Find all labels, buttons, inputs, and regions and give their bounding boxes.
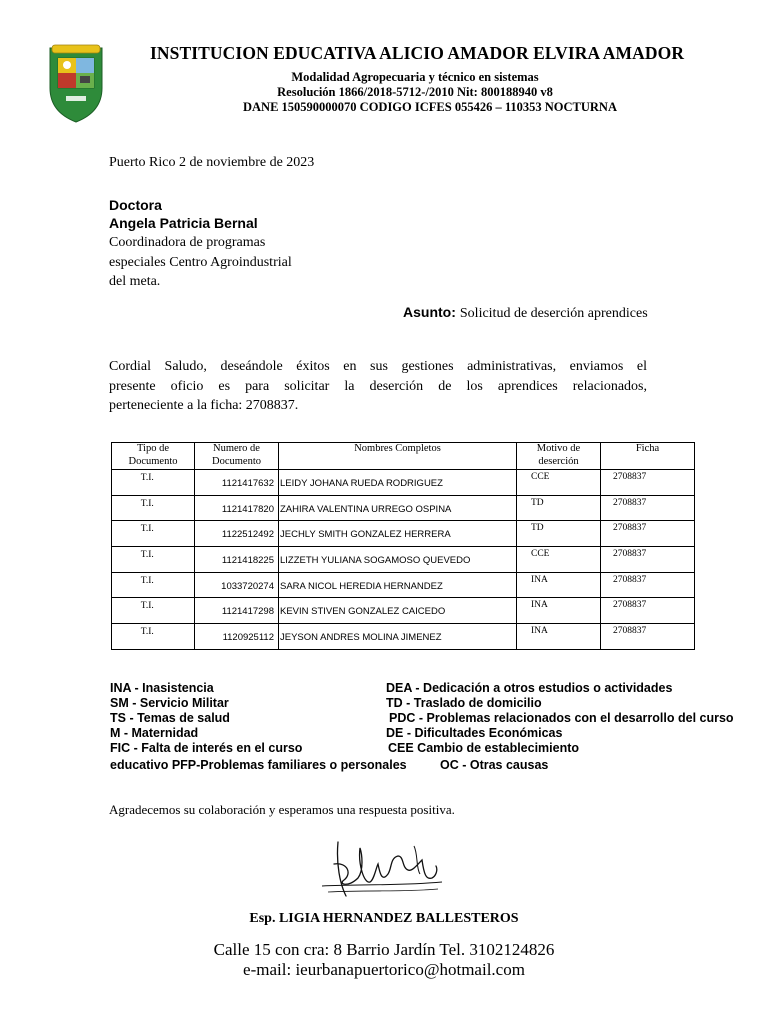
doc-number-value: 1120925112	[222, 632, 274, 644]
doc-number-value: 1122512492	[221, 529, 274, 541]
legend-item: FIC - Falta de interés en el curso	[110, 741, 303, 755]
cell-ficha	[601, 495, 695, 521]
reason-value: INA	[531, 600, 548, 611]
signer-name: Esp. LIGIA HERNANDEZ BALLESTEROS	[249, 911, 519, 926]
doc-type-value: T.I.	[140, 550, 154, 561]
handwritten-signature	[318, 834, 448, 906]
cell-doc-number	[195, 495, 279, 521]
cell-reason	[517, 598, 601, 624]
name-value: JECHLY SMITH GONZALEZ HERRERA	[280, 529, 451, 541]
subject-label: Asunto:	[403, 304, 456, 320]
doc-type-value: T.I.	[140, 524, 154, 535]
ficha-value: 2708837	[613, 523, 647, 534]
cell-doc-type	[112, 624, 195, 650]
cell-doc-type	[112, 598, 195, 624]
subject-text: Solicitud de deserción aprendices	[459, 306, 648, 321]
table-header-row	[112, 443, 695, 470]
modality-line: Modalidad Agropecuaria y técnico en sistemas	[291, 70, 539, 84]
name-value: SARA NICOL HEREDIA HERNANDEZ	[280, 580, 443, 592]
cell-ficha	[601, 521, 695, 547]
doc-number-value: 1121417820	[221, 503, 274, 515]
table-row	[112, 470, 695, 496]
recipient-salutation: Doctora	[109, 197, 162, 213]
header-reason: Motivo de deserción	[517, 443, 601, 470]
legend-item: DE - Dificultades Económicas	[386, 726, 563, 740]
reason-value: TD	[531, 497, 544, 508]
cell-name	[279, 598, 517, 624]
institution-name: INSTITUCION EDUCATIVA ALICIO AMADOR ELVIRA AMADOR	[150, 43, 685, 63]
legend-item: SM - Servicio Militar	[110, 696, 229, 710]
recipient-role-1: Coordinadora de programas	[109, 235, 266, 250]
cell-ficha	[601, 470, 695, 496]
cell-doc-type	[112, 495, 195, 521]
cell-ficha	[601, 624, 695, 650]
footer-address: Calle 15 con cra: 8 Barrio Jardín Tel. 3102124826	[213, 940, 555, 959]
reason-value: INA	[531, 626, 548, 637]
shield-emblem-icon	[46, 42, 106, 124]
reason-value: CCE	[531, 472, 550, 482]
doc-type-value: T.I.	[140, 473, 154, 483]
cell-reason	[517, 470, 601, 496]
legend-item: INA - Inasistencia	[110, 681, 214, 695]
cell-name	[279, 470, 517, 496]
name-value: LIZZETH YULIANA SOGAMOSO QUEVEDO	[280, 555, 471, 567]
cell-doc-type	[112, 547, 195, 573]
recipient-role-3: del meta.	[109, 274, 161, 289]
cell-name	[279, 624, 517, 650]
name-value: JEYSON ANDRES MOLINA JIMENEZ	[280, 632, 442, 644]
cell-name	[279, 495, 517, 521]
legend-item: TD - Traslado de domicilio	[386, 696, 542, 710]
doc-number-value: 1121417298	[221, 606, 274, 618]
cell-name	[279, 547, 517, 573]
legend-item: M - Maternidad	[110, 726, 199, 740]
doc-number-value: 1121417632	[221, 478, 274, 489]
doc-type-value: T.I.	[140, 498, 154, 509]
cell-doc-type	[112, 572, 195, 598]
header-full-name: Nombres Completos	[279, 443, 517, 470]
doc-type-value: T.I.	[140, 575, 154, 586]
doc-number-value: 1121418225	[221, 555, 274, 567]
legend-item: DEA - Dedicación a otros estudios o actividades	[386, 681, 673, 695]
table-row	[112, 521, 695, 547]
cell-reason	[517, 624, 601, 650]
cell-name	[279, 572, 517, 598]
footer-email: e-mail: ieurbanapuertorico@hotmail.com	[243, 960, 525, 979]
cell-reason	[517, 572, 601, 598]
place-date: Puerto Rico 2 de noviembre de 2023	[109, 155, 315, 170]
reason-value: TD	[531, 523, 544, 534]
recipient-role-2: especiales Centro Agroindustrial	[109, 255, 292, 270]
cell-doc-number	[195, 547, 279, 573]
body-line: perteneciente a la ficha: 2708837.	[109, 398, 299, 413]
signature-icon	[318, 834, 448, 906]
ficha-value: 2708837	[613, 472, 647, 482]
cell-ficha	[601, 547, 695, 573]
cell-doc-number	[195, 598, 279, 624]
cell-doc-type	[112, 521, 195, 547]
legend-item: OC - Otras causas	[440, 758, 549, 772]
ficha-value: 2708837	[613, 497, 647, 508]
cell-name	[279, 521, 517, 547]
doc-number-value: 1033720274	[221, 580, 274, 592]
name-value: KEVIN STIVEN GONZALEZ CAICEDO	[280, 606, 446, 618]
legend-item: TS - Temas de salud	[110, 711, 230, 725]
cell-doc-number	[195, 521, 279, 547]
ficha-value: 2708837	[613, 626, 647, 637]
table-row	[112, 495, 695, 521]
cell-ficha	[601, 598, 695, 624]
ficha-value: 2708837	[613, 549, 647, 560]
table-row	[112, 572, 695, 598]
resolution-line: Resolución 1866/2018-5712-/2010 Nit: 800188940 v8	[277, 85, 553, 99]
ficha-value: 2708837	[613, 600, 647, 611]
name-value: LEIDY JOHANA RUEDA RODRIGUEZ	[280, 478, 443, 489]
header-ficha: Ficha	[601, 443, 695, 470]
reason-value: INA	[531, 574, 548, 585]
cell-doc-type	[112, 470, 195, 496]
doc-type-value: T.I.	[140, 627, 154, 638]
table-row	[112, 624, 695, 650]
cell-reason	[517, 495, 601, 521]
cell-doc-number	[195, 470, 279, 496]
cell-reason	[517, 547, 601, 573]
reason-value: CCE	[531, 549, 550, 560]
body-paragraph	[109, 357, 647, 416]
closing-text: Agradecemos su colaboración y esperamos una respuesta positiva.	[109, 802, 455, 817]
name-value: ZAHIRA VALENTINA URREGO OSPINA	[280, 503, 452, 515]
header-doc-number: Numero de Documento	[195, 443, 279, 470]
header-doc-type: Tipo de Documento	[112, 443, 195, 470]
legend-item: educativo PFP-Problemas familiares o personales	[110, 758, 407, 772]
institution-logo	[46, 42, 106, 124]
subject-line	[403, 304, 648, 322]
table-row	[112, 598, 695, 624]
legend-item: CEE Cambio de establecimiento	[388, 741, 580, 755]
cell-reason	[517, 521, 601, 547]
body-line: Cordial Saludo, deseándole éxitos en sus gestiones administrativas, enviamos el	[109, 359, 647, 374]
legend-item: PDC - Problemas relacionados con el desarrollo del curso	[389, 711, 734, 725]
dane-line: DANE 150590000070 CODIGO ICFES 055426 – 110353 NOCTURNA	[243, 100, 617, 114]
cell-doc-number	[195, 624, 279, 650]
cell-ficha	[601, 572, 695, 598]
students-table	[111, 442, 695, 650]
body-line: presente oficio es para solicitar la deserción de los aprendices relacionados,	[109, 378, 647, 394]
table-row	[112, 547, 695, 573]
ficha-value: 2708837	[613, 574, 647, 585]
cell-doc-number	[195, 572, 279, 598]
doc-type-value: T.I.	[140, 601, 154, 612]
recipient-name: Angela Patricia Bernal	[109, 215, 258, 231]
